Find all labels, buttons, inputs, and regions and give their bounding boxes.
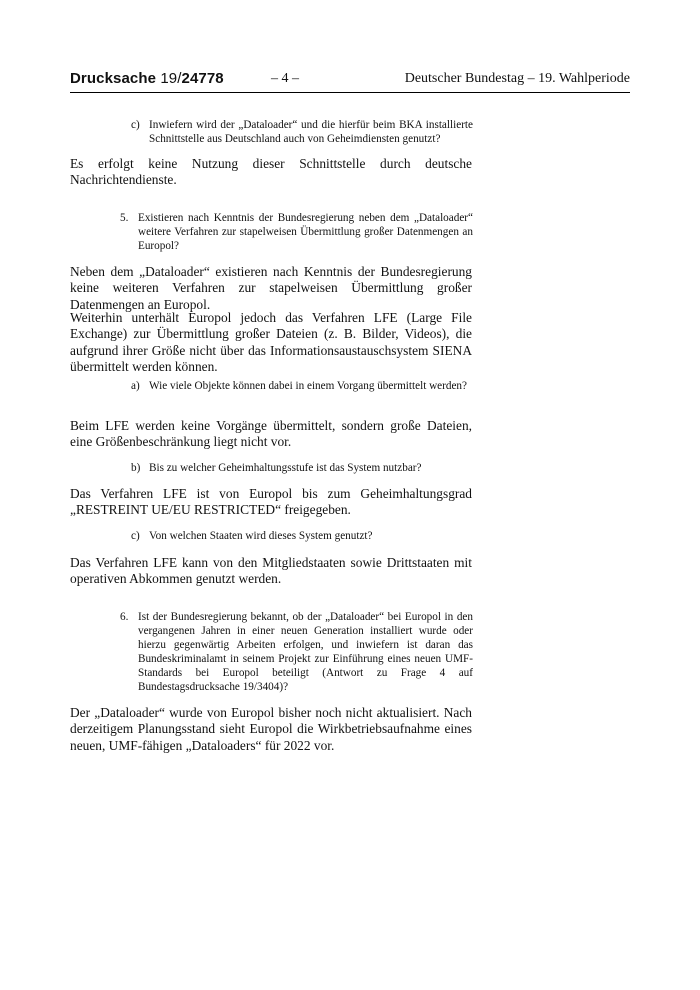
question-b-classification	[131, 461, 473, 475]
question-c-intelligence	[131, 118, 473, 146]
page-number: – 4 –	[271, 71, 299, 86]
question-text: Bis zu welcher Geheimhaltungsstufe ist das System nutzbar?	[149, 462, 422, 474]
answer-paragraph: Beim LFE werden keine Vorgänge übermittelt, sondern große Dateien, eine Größenbeschränkung liegt nicht vor.	[70, 418, 472, 450]
answer-paragraph: Das Verfahren LFE ist von Europol bis zum Geheimhaltungsgrad „RESTREINT UE/EU RESTRICTED“ freigegeben.	[70, 486, 472, 518]
question-a-objects	[131, 379, 473, 393]
question-c-states	[131, 529, 473, 543]
doc-number-prefix: 19/	[160, 70, 182, 87]
question-6	[120, 610, 473, 694]
question-label: b)	[131, 462, 141, 474]
answer-paragraph: Neben dem „Dataloader“ existieren nach Kenntnis der Bundesregierung keine weiteren Verfahren zur stapelweisen Übermittlung großer Datenmengen an Europol.	[70, 264, 472, 312]
answer-paragraph: Weiterhin unterhält Europol jedoch das Verfahren LFE (Large File Exchange) zur Übermittlung großer Dateien (z. B. Bilder, Videos), die aufgrund ihrer Größe nicht über das Informationsaustauschsystem SIENA übermittelt werden können.	[70, 310, 472, 375]
answer-paragraph: Der „Dataloader“ wurde von Europol bisher noch nicht aktualisiert. Nach derzeitigem Planungsstand sieht Europol die Wirkbetriebsaufnahme eines neuen, UMF-fähigen „Dataloaders“ für 2022 vor.	[70, 705, 472, 753]
question-text: Von welchen Staaten wird dieses System genutzt?	[149, 530, 373, 542]
question-label: a)	[131, 380, 140, 392]
question-label: c)	[131, 119, 140, 131]
question-text: Wie viele Objekte können dabei in einem Vorgang übermittelt werden?	[149, 380, 467, 392]
question-text: Ist der Bundesregierung bekannt, ob der „Dataloader“ bei Europol in den vergangenen Jahren in einer neuen Generation installiert wurde oder hierzu gegenwärtig Arbeiten erfolgen, und inwiefern ist daran das Bundeskriminalamt in seinem Projekt zur Einführung eines neuen UMF-Standards bei Europol beteiligt (Antwort zu Frage 4 auf Bundestagsdrucksache 19/3404)?	[138, 611, 473, 693]
question-5	[120, 211, 473, 253]
question-text: Inwiefern wird der „Dataloader“ und die hierfür beim BKA installierte Schnittstelle aus Deutschland auch von Geheimdiensten genutzt?	[149, 119, 473, 145]
question-text: Existieren nach Kenntnis der Bundesregierung neben dem „Dataloader“ weitere Verfahren zur stapelweisen Übermittlung großer Datenmengen an Europol?	[138, 212, 473, 252]
question-label: 6.	[120, 611, 129, 623]
header-rule	[70, 92, 630, 93]
answer-paragraph: Es erfolgt keine Nutzung dieser Schnittstelle durch deutsche Nachrichtendienste.	[70, 156, 472, 188]
doc-number: 24778	[181, 70, 224, 87]
question-label: 5.	[120, 212, 129, 224]
question-label: c)	[131, 530, 140, 542]
page-header	[70, 70, 630, 92]
doc-label: Drucksache	[70, 70, 157, 87]
answer-paragraph: Das Verfahren LFE kann von den Mitgliedstaaten sowie Drittstaaten mit operativen Abkommen genutzt werden.	[70, 555, 472, 587]
publisher: Deutscher Bundestag – 19. Wahlperiode	[404, 71, 630, 86]
